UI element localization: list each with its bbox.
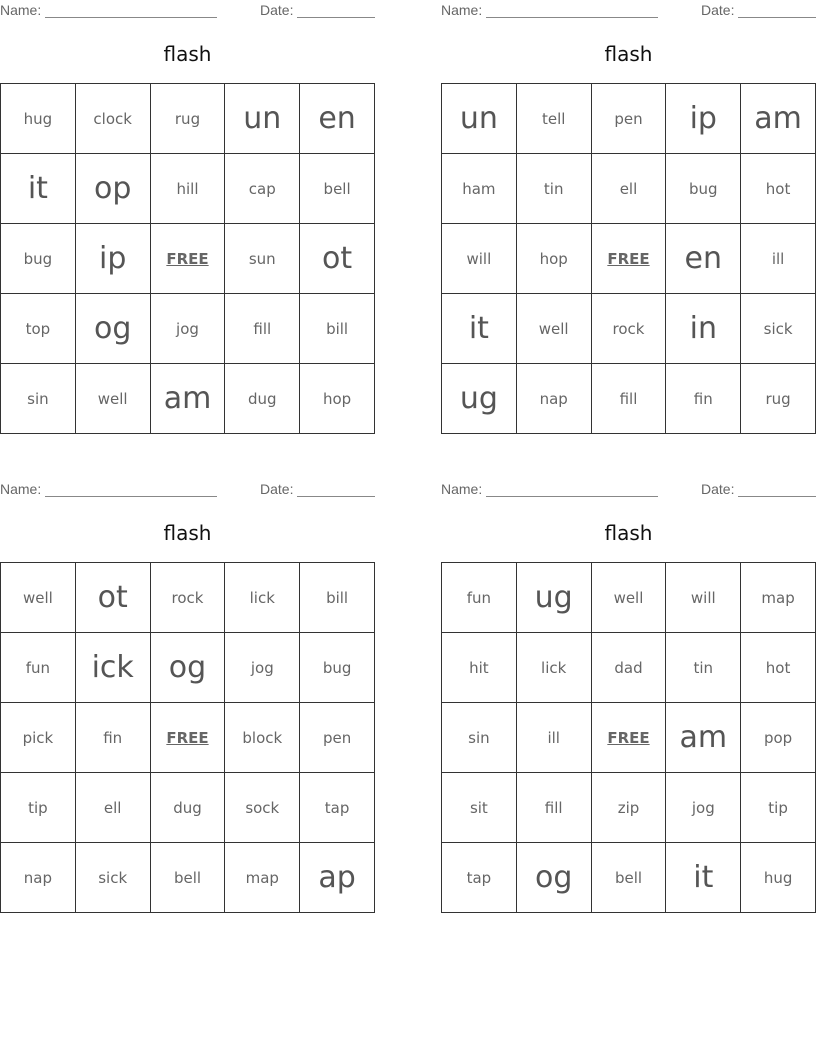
bingo-cell: sock	[225, 773, 300, 843]
bingo-cell: hop	[300, 364, 375, 434]
bingo-cell: ell	[75, 773, 150, 843]
bingo-grid	[441, 83, 816, 434]
name-label: Name:	[0, 481, 42, 497]
bingo-cell: it	[1, 154, 76, 224]
bingo-card-1	[0, 0, 375, 434]
bingo-cell: ick	[75, 633, 150, 703]
bingo-cell: pop	[741, 703, 816, 773]
date-blank	[297, 17, 375, 18]
free-space: FREE	[591, 224, 666, 294]
date-label: Date:	[701, 2, 735, 18]
bingo-cell: cap	[225, 154, 300, 224]
grid-row	[442, 773, 816, 843]
bingo-cell: bell	[591, 843, 666, 913]
bingo-cell: jog	[666, 773, 741, 843]
name-label: Name:	[0, 2, 42, 18]
bingo-grid	[441, 562, 816, 913]
bingo-cell: hit	[442, 633, 517, 703]
grid-row	[1, 773, 375, 843]
bingo-cell: hug	[741, 843, 816, 913]
bingo-cell: tin	[666, 633, 741, 703]
bingo-cell: tip	[1, 773, 76, 843]
bingo-cell: clock	[75, 84, 150, 154]
bingo-cell: bell	[150, 843, 225, 913]
bingo-cell: un	[442, 84, 517, 154]
bingo-cell: ip	[666, 84, 741, 154]
bingo-grid	[0, 83, 375, 434]
bingo-cell: ot	[75, 563, 150, 633]
card-title: flash	[163, 42, 212, 66]
bingo-cell: am	[150, 364, 225, 434]
bingo-cell: top	[1, 294, 76, 364]
name-blank	[486, 17, 658, 18]
card-title: flash	[604, 521, 653, 545]
bingo-cell: bill	[300, 563, 375, 633]
bingo-cell: map	[225, 843, 300, 913]
bingo-cell: ill	[516, 703, 591, 773]
name-blank	[486, 496, 658, 497]
bingo-cell: hop	[516, 224, 591, 294]
bingo-cell: fin	[75, 703, 150, 773]
bingo-cell: map	[741, 563, 816, 633]
card-header	[0, 2, 375, 20]
grid-row	[1, 294, 375, 364]
bingo-cell: jog	[150, 294, 225, 364]
bingo-cell: fill	[516, 773, 591, 843]
bingo-cell: ell	[591, 154, 666, 224]
grid-row	[442, 633, 816, 703]
bingo-cell: pen	[591, 84, 666, 154]
bingo-grid	[0, 562, 375, 913]
bingo-cell: lick	[516, 633, 591, 703]
bingo-cell: dug	[150, 773, 225, 843]
date-blank	[297, 496, 375, 497]
bingo-cell: fin	[666, 364, 741, 434]
bingo-cell: bug	[300, 633, 375, 703]
bingo-cell: hill	[150, 154, 225, 224]
grid-row	[1, 364, 375, 434]
date-blank	[738, 17, 816, 18]
card-header	[0, 481, 375, 499]
bingo-cell: ug	[516, 563, 591, 633]
bingo-cell: og	[516, 843, 591, 913]
grid-row	[442, 84, 816, 154]
card-title: flash	[604, 42, 653, 66]
bingo-cell: tell	[516, 84, 591, 154]
bingo-cell: og	[150, 633, 225, 703]
bingo-cell: am	[666, 703, 741, 773]
name-label: Name:	[441, 481, 483, 497]
name-blank	[45, 496, 217, 497]
bingo-cell: op	[75, 154, 150, 224]
bingo-cell: tip	[741, 773, 816, 843]
bingo-cell: sit	[442, 773, 517, 843]
bingo-cell: well	[75, 364, 150, 434]
bingo-cell: sun	[225, 224, 300, 294]
grid-row	[442, 154, 816, 224]
bingo-cell: will	[442, 224, 517, 294]
grid-row	[442, 563, 816, 633]
name-blank	[45, 17, 217, 18]
free-space: FREE	[150, 703, 225, 773]
grid-row	[442, 843, 816, 913]
bingo-cell: bug	[666, 154, 741, 224]
grid-row	[1, 633, 375, 703]
grid-row	[1, 563, 375, 633]
bingo-cell: rug	[741, 364, 816, 434]
grid-row	[442, 703, 816, 773]
card-title: flash	[163, 521, 212, 545]
bingo-cell: will	[666, 563, 741, 633]
bingo-cell: it	[442, 294, 517, 364]
free-space: FREE	[150, 224, 225, 294]
bingo-cell: block	[225, 703, 300, 773]
bingo-cell: un	[225, 84, 300, 154]
grid-row	[442, 294, 816, 364]
bingo-cell: tap	[300, 773, 375, 843]
bingo-cell: lick	[225, 563, 300, 633]
bingo-cell: sick	[741, 294, 816, 364]
bingo-cell: ham	[442, 154, 517, 224]
bingo-cell: rug	[150, 84, 225, 154]
grid-row	[1, 843, 375, 913]
bingo-cell: it	[666, 843, 741, 913]
bingo-cell: ot	[300, 224, 375, 294]
bingo-cell: jog	[225, 633, 300, 703]
bingo-cell: hot	[741, 154, 816, 224]
date-label: Date:	[260, 481, 294, 497]
bingo-cell: fill	[225, 294, 300, 364]
bingo-cell: pen	[300, 703, 375, 773]
free-space: FREE	[591, 703, 666, 773]
bingo-cell: hug	[1, 84, 76, 154]
grid-row	[1, 154, 375, 224]
bingo-cell: sick	[75, 843, 150, 913]
bingo-cell: sin	[442, 703, 517, 773]
grid-row	[442, 224, 816, 294]
bingo-cell: dad	[591, 633, 666, 703]
bingo-cell: nap	[1, 843, 76, 913]
bingo-cell: tap	[442, 843, 517, 913]
bingo-cell: in	[666, 294, 741, 364]
bingo-cell: well	[516, 294, 591, 364]
bingo-cell: ap	[300, 843, 375, 913]
grid-row	[1, 224, 375, 294]
bingo-cell: am	[741, 84, 816, 154]
bingo-cell: fun	[442, 563, 517, 633]
bingo-card-3	[0, 479, 375, 913]
bingo-cell: tin	[516, 154, 591, 224]
bingo-cell: en	[300, 84, 375, 154]
bingo-cell: hot	[741, 633, 816, 703]
bingo-cell: fill	[591, 364, 666, 434]
grid-row	[442, 364, 816, 434]
bingo-cell: sin	[1, 364, 76, 434]
bingo-cell: rock	[150, 563, 225, 633]
date-label: Date:	[701, 481, 735, 497]
bingo-cell: pick	[1, 703, 76, 773]
bingo-card-4	[441, 479, 816, 913]
name-label: Name:	[441, 2, 483, 18]
bingo-cell: rock	[591, 294, 666, 364]
bingo-card-2	[441, 0, 816, 434]
bingo-cell: ip	[75, 224, 150, 294]
bingo-cell: dug	[225, 364, 300, 434]
bingo-cell: fun	[1, 633, 76, 703]
card-header	[441, 2, 816, 20]
card-header	[441, 481, 816, 499]
bingo-cell: ill	[741, 224, 816, 294]
bingo-cell: well	[1, 563, 76, 633]
bingo-cell: bug	[1, 224, 76, 294]
bingo-cell: zip	[591, 773, 666, 843]
bingo-cell: nap	[516, 364, 591, 434]
bingo-cell: ug	[442, 364, 517, 434]
date-label: Date:	[260, 2, 294, 18]
bingo-cell: og	[75, 294, 150, 364]
bingo-cell: en	[666, 224, 741, 294]
bingo-cell: well	[591, 563, 666, 633]
date-blank	[738, 496, 816, 497]
grid-row	[1, 703, 375, 773]
bingo-cell: bell	[300, 154, 375, 224]
bingo-cell: bill	[300, 294, 375, 364]
grid-row	[1, 84, 375, 154]
